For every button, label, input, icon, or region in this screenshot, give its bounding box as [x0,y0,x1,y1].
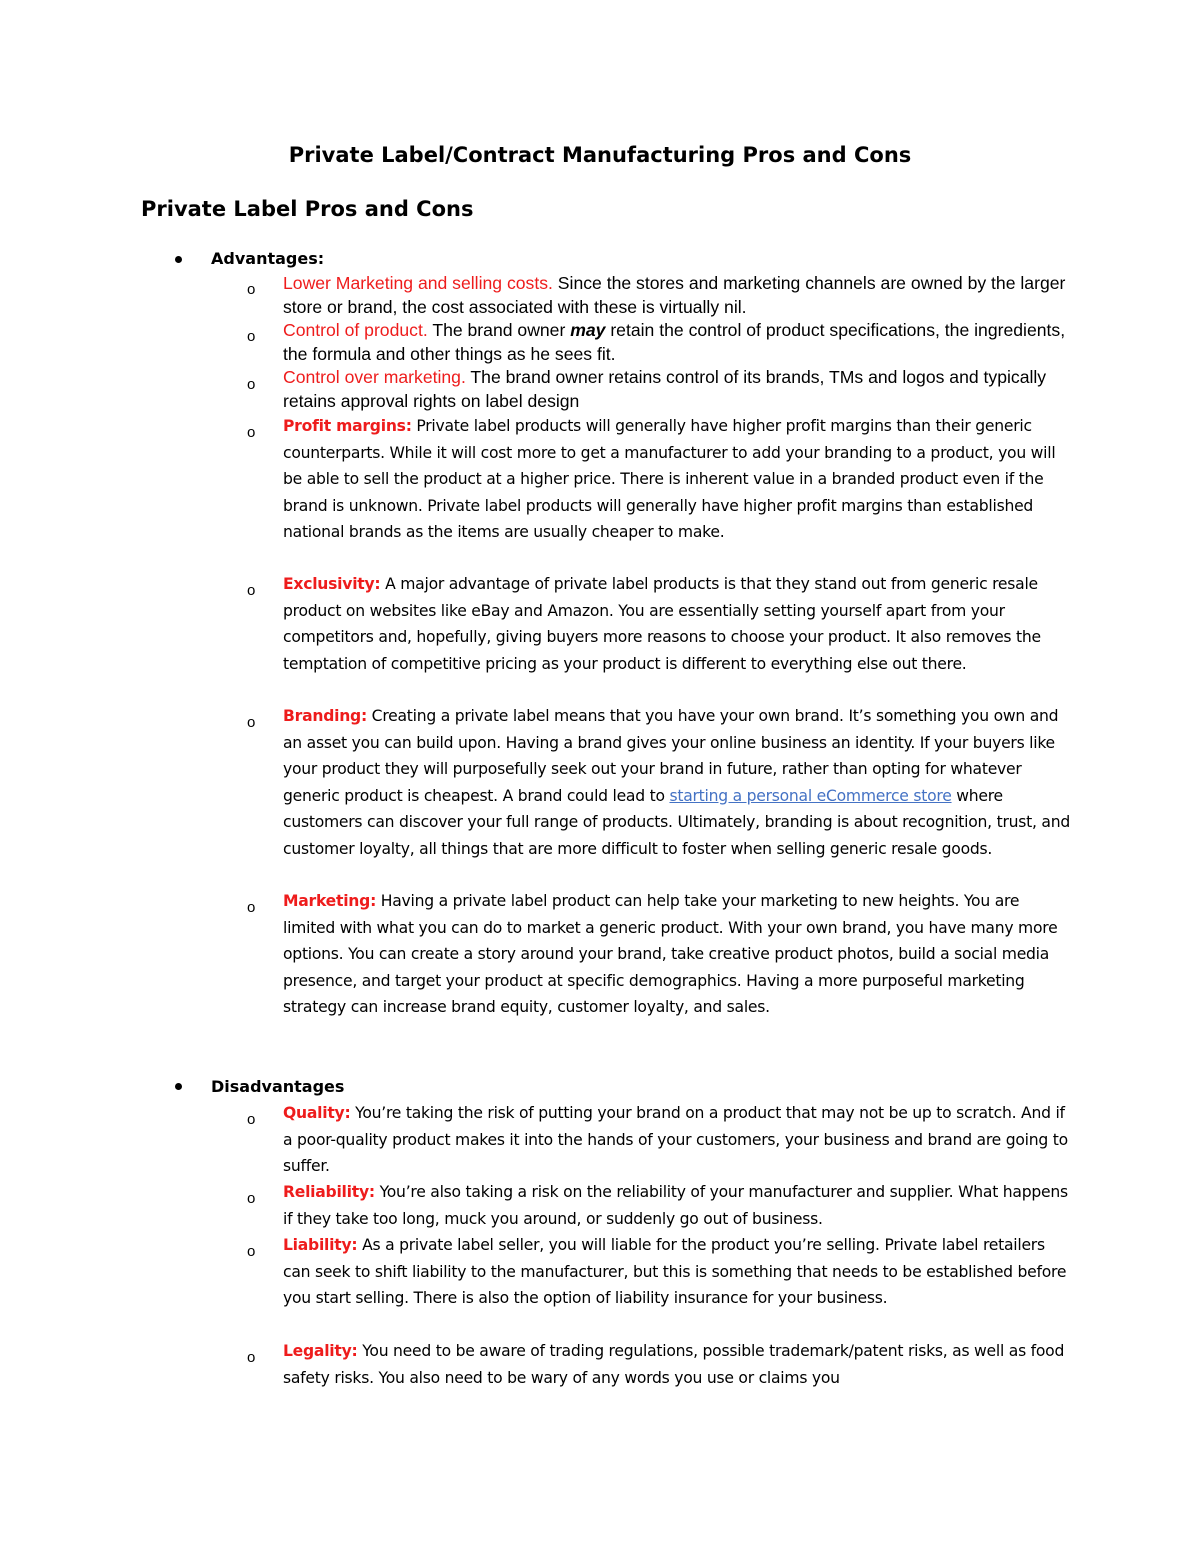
list-marker-icon: o [247,281,256,298]
item-term: Liability: [283,1236,358,1254]
advantages-label: Advantages: [211,249,325,268]
item-term: Exclusivity: [283,575,381,593]
list-marker-icon: o [247,328,256,345]
list-marker-icon: o [247,424,256,441]
item-body: You’re taking the risk of putting your brand on a product that may not be up to scratch. And if a poor-quality product makes it into the hands of your customers, your business and brand are going to suffer. [283,1104,1068,1175]
list-marker-icon: o [247,376,256,393]
item-body: Since the stores and marketing channels are owned by the larger store or brand, the cost associated with these is virtually nil. [283,273,1066,317]
list-marker-icon: o [247,1190,256,1207]
disadvantages-label: Disadvantages [211,1077,345,1096]
item-term: Branding: [283,707,367,725]
advantage-item-lower-costs [283,272,1073,319]
section-heading: Private Label Pros and Cons [141,197,474,221]
disadvantage-item-quality [283,1100,1073,1180]
list-marker-icon: o [247,1111,256,1128]
disadvantage-item-liability [283,1232,1073,1312]
item-body: A major advantage of private label products is that they stand out from generic resale product on websites like eBay and Amazon. You are essentially setting yourself apart from your competitors and, hopefully, giving buyers more reasons to choose your product. It also removes the temptation of competitive pricing as your product is different to everything else out there. [283,575,1041,673]
document-title: Private Label/Contract Manufacturing Pros and Cons [288,143,912,167]
advantage-item-marketing [283,888,1073,1021]
item-body: You need to be aware of trading regulations, possible trademark/patent risks, as well as food safety risks. You also need to be wary of any words you use or claims you [283,1342,1065,1387]
item-term: Profit margins: [283,417,412,435]
list-marker-icon: o [247,899,256,916]
item-body: The brand owner [427,320,571,340]
item-body: Having a private label product can help take your marketing to new heights. You are limited with what you can do to market a generic product. With your own brand, you have many more options. You can create a story around your brand, take creative product photos, build a social media presence, and target your product at specific demographics. Having a more purposeful marketing strategy can increase brand equity, customer loyalty, and sales. [283,892,1058,1016]
item-body: retain the control of product specifications, the ingredients, the formula and other things as he sees fit. [283,320,1066,364]
advantages-bullet-icon [175,256,182,263]
list-marker-icon: o [247,1349,256,1366]
item-emphasis: may [570,320,606,340]
item-body: As a private label seller, you will liable for the product you’re selling. Private label retailers can seek to shift liability to the manufacturer, but this is something that needs to be established before you start selling. There is also the option of liability insurance for your business. [283,1236,1067,1307]
item-term: Control of product. [283,320,428,340]
list-marker-icon: o [247,582,256,599]
advantage-item-branding [283,703,1073,862]
disadvantage-item-legality [283,1338,1073,1391]
item-term: Legality: [283,1342,358,1360]
advantage-item-exclusivity [283,571,1073,677]
item-body: where customers can discover your full range of products. Ultimately, branding is about recognition, trust, and customer loyalty, all things that are more difficult to foster when selling generic resale goods. [283,786,1070,858]
advantage-item-control-marketing [283,366,1073,413]
item-term: Reliability: [283,1183,375,1201]
list-marker-icon: o [247,714,256,731]
item-term: Lower Marketing and selling costs. [283,273,553,293]
item-term: Control over marketing. [283,367,466,387]
advantage-item-control-product [283,319,1073,366]
item-term: Quality: [283,1104,351,1122]
advantage-item-profit-margins [283,413,1073,546]
item-term: Marketing: [283,892,377,910]
item-body: The brand owner retains control of its brands, TMs and logos and typically retains approval rights on label design [283,367,1047,411]
item-body: Creating a private label means that you have your own brand. It’s something you own and an asset you can build upon. Having a brand gives your online business an identity. If your buyers like your product they will purposefully seek out your brand in future, rather than opting for whatever generic product is cheapest. A brand could lead to [283,707,1059,805]
ecommerce-store-link[interactable]: starting a personal eCommerce store [669,786,952,805]
disadvantage-item-reliability [283,1179,1073,1232]
item-body: You’re also taking a risk on the reliability of your manufacturer and supplier. What happens if they take too long, muck you around, or suddenly go out of business. [283,1183,1068,1228]
disadvantages-bullet-icon [175,1083,182,1090]
list-marker-icon: o [247,1243,256,1260]
item-body: Private label products will generally have higher profit margins than their generic counterparts. While it will cost more to get a manufacturer to add your branding to a product, you will be able to sell the product at a higher price. There is inherent value in a branded product even if the brand is unknown. Private label products will generally have higher profit margins than established national brands as the items are usually cheaper to make. [283,417,1056,541]
